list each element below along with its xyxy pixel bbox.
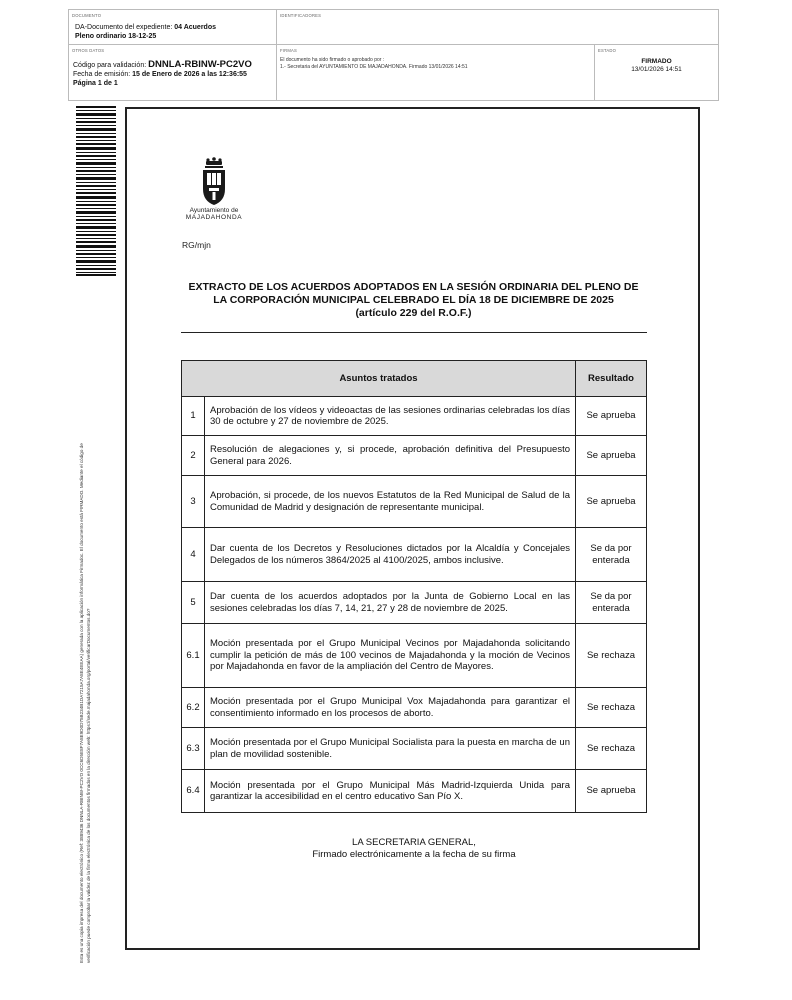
row-number: 6.3	[182, 728, 205, 770]
table-row	[182, 436, 647, 476]
row-result: Se aprueba	[576, 770, 647, 813]
header-documento-text: DA-Documento del expediente: 04 Acuerdos Pleno ordinario 18-12-25	[75, 24, 216, 40]
header-documento-label: DOCUMENTO	[72, 13, 102, 18]
row-subject: Moción presentada por el Grupo Municipal Vox Majadahonda para garantizar el consentimiento informado en los procesos de aborto.	[205, 688, 576, 728]
header-estado-cell	[595, 45, 718, 101]
row-subject: Moción presentada por el Grupo Municipal Socialista para la puesta en marcha de un plan de movilidad sostenible.	[205, 728, 576, 770]
row-result: Se aprueba	[576, 397, 647, 436]
row-result: Se da por enterada	[576, 582, 647, 624]
header-estado-text: FIRMADO 13/01/2026 14:51	[631, 58, 682, 73]
header-estado-label: ESTADO	[598, 48, 617, 53]
agreements-table	[181, 360, 647, 813]
header-firmas-text: El documento ha sido firmado o aprobado por : 1.- Secretaria del AYUNTAMIENTO DE MAJADAHONDA. Firmado 13/01/2026 14:51	[280, 57, 468, 70]
row-number: 6.4	[182, 770, 205, 813]
table-row	[182, 624, 647, 688]
document-page	[125, 107, 700, 950]
row-result: Se rechaza	[576, 624, 647, 688]
row-subject: Moción presentada por el Grupo Municipal Más Madrid-Izquierda Unida para garantizar la accesibilidad en el centro educativo San Pío X.	[205, 770, 576, 813]
row-subject: Aprobación de los vídeos y videoactas de las sesiones ordinarias celebradas los días 30 de octubre y 27 de noviembre de 2025.	[205, 397, 576, 436]
row-subject: Moción presentada por el Grupo Municipal Vecinos por Majadahonda solicitando cumplir la petición de más de 100 vecinos de Majadahonda y la moción de Vecinos por Majadahonda en favor de la ampliación del Centro de Mayores.	[205, 624, 576, 688]
row-result: Se rechaza	[576, 688, 647, 728]
header-documento-cell	[69, 10, 277, 45]
header-firmas-label: FIRMAS	[280, 48, 298, 53]
row-number: 1	[182, 397, 205, 436]
column-header-result: Resultado	[576, 361, 647, 397]
logo-line1: Ayuntamiento de	[189, 207, 239, 214]
verification-side-text: Esta es una copia impresa del documento electrónico (Ref: 3889436 DNNLA-RBINW-PC2VO 0CC6D5E8F7A8E9D0D75B234B1DA7215A7A8E4EEAA) generada con la aplicación informática Firmadoc. El documento está FIRMADO. Mediante el código de verificación puede comprobar la validez de la firma electrónica de los documentos firmados en la dirección web: https://sede.majadahonda.org/portal/verificarDocumentos.do?	[79, 443, 91, 963]
row-subject: Resolución de alegaciones y, si procede, aprobación definitiva del Presupuesto General para 2026.	[205, 436, 576, 476]
validation-code: DNNLA-RBINW-PC2VO	[148, 59, 252, 70]
reference-initials: RG/mjn	[182, 240, 211, 250]
row-result: Se aprueba	[576, 476, 647, 528]
row-number: 5	[182, 582, 205, 624]
status-badge: FIRMADO	[641, 58, 672, 65]
row-number: 6.2	[182, 688, 205, 728]
header-otros-datos-label: OTROS DATOS	[72, 48, 105, 53]
page-title: EXTRACTO DE LOS ACUERDOS ADOPTADOS EN LA SESIÓN ORDINARIA DEL PLENO DE LA CORPORACIÓN MUNICIPAL CELEBRADO EL DÍA 18 DE DICIEMBRE DE 2025 (artículo 229 del R.O.F.)	[188, 281, 639, 319]
coat-of-arms-icon	[197, 157, 231, 207]
row-number: 4	[182, 528, 205, 582]
row-number: 2	[182, 436, 205, 476]
table-row	[182, 397, 647, 436]
table-row	[182, 770, 647, 813]
municipal-logo	[182, 157, 246, 227]
header-firmas-cell	[277, 45, 595, 101]
table-row	[182, 728, 647, 770]
document-header	[68, 9, 719, 101]
header-identificadores-label: IDENTIFICADORES	[280, 13, 322, 18]
row-number: 3	[182, 476, 205, 528]
column-header-subjects: Asuntos tratados	[182, 361, 576, 397]
header-otros-datos-text: Código para validación: DNNLA-RBINW-PC2VO Fecha de emisión: 15 de Enero de 2026 a las 12:36:55 Página 1 de 1	[73, 59, 252, 87]
table-header-row	[182, 361, 647, 397]
barcode-icon	[76, 106, 116, 276]
table-row	[182, 582, 647, 624]
row-subject: Dar cuenta de los Decretos y Resoluciones dictados por la Alcaldía y Concejales Delegados de los números 3864/2025 al 4100/2025, ambos inclusive.	[205, 528, 576, 582]
row-result: Se aprueba	[576, 436, 647, 476]
table-row	[182, 688, 647, 728]
title-divider	[181, 332, 647, 333]
table-row	[182, 528, 647, 582]
row-result: Se da por enterada	[576, 528, 647, 582]
row-subject: Aprobación, si procede, de los nuevos Estatutos de la Red Municipal de Salud de la Comunidad de Madrid y designación de representante municipal.	[205, 476, 576, 528]
row-subject: Dar cuenta de los acuerdos adoptados por la Junta de Gobierno Local en las sesiones celebradas los días 7, 14, 21, 27 y 28 de noviembre de 2025.	[205, 582, 576, 624]
row-number: 6.1	[182, 624, 205, 688]
header-otros-datos-cell	[69, 45, 277, 101]
table-row	[182, 476, 647, 528]
signature-block: LA SECRETARIA GENERAL, Firmado electrónicamente a la fecha de su firma	[312, 837, 516, 860]
page-count: Página 1 de 1	[73, 80, 118, 87]
header-identificadores-cell	[277, 10, 718, 45]
row-result: Se rechaza	[576, 728, 647, 770]
logo-line2: MAJADAHONDA	[185, 214, 243, 221]
